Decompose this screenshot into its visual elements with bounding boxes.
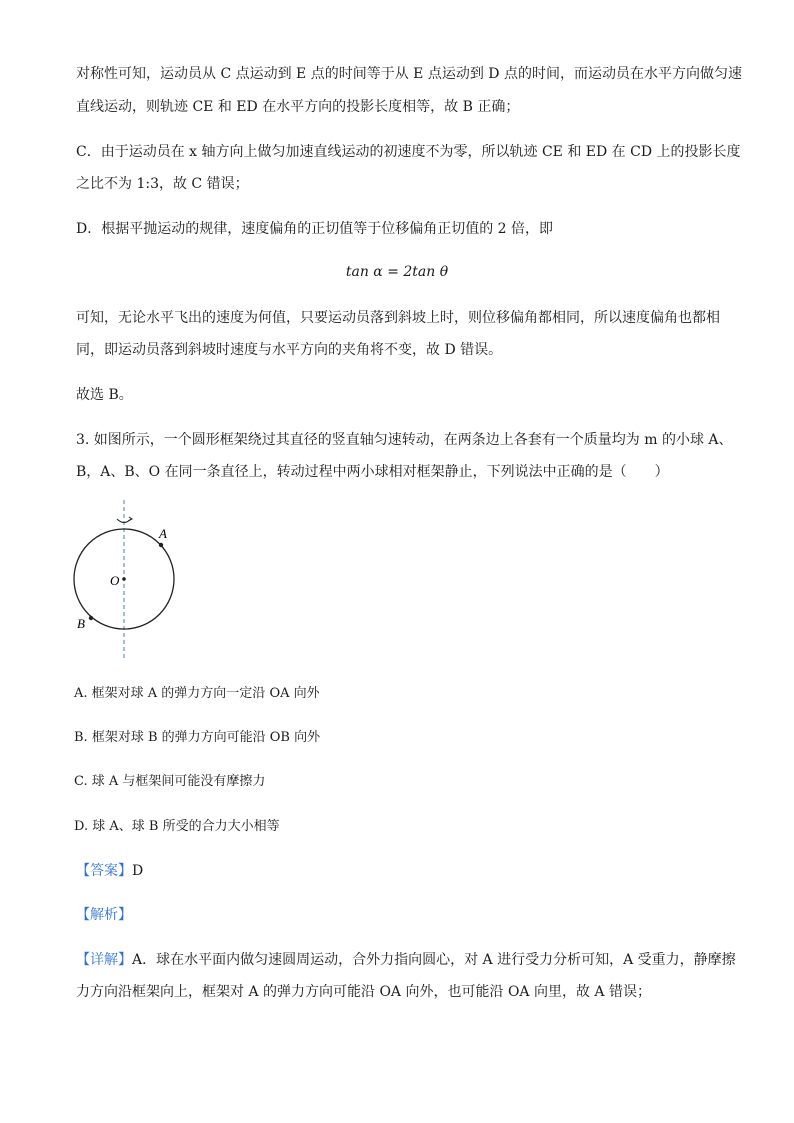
solution-b-line-1: 对称性可知，运动员从 C 点运动到 E 点的时间等于从 E 点运动到 D 点的时间，而运动员在水平方向做匀速 [76, 66, 742, 82]
option-a: A. 框架对球 A 的弹力方向一定沿 OA 向外 [74, 686, 320, 701]
option-c: C. 球 A 与框架间可能没有摩擦力 [74, 774, 266, 789]
ball-b [89, 616, 93, 620]
solution-d-line-1: D．根据平抛运动的规律，速度偏角的正切值等于位移偏角正切值的 2 倍，即 [76, 221, 554, 237]
solution-b-line-2: 直线运动，则轨迹 CE 和 ED 在水平方向的投影长度相等，故 B 正确； [76, 99, 520, 115]
option-d: D. 球 A、球 B 所受的合力大小相等 [74, 819, 280, 834]
detail-line-1 [76, 950, 736, 970]
detail-text-1: A．球在水平面内做匀速圆周运动，合外力指向圆心，对 A 进行受力分析可知，A 受重力，静摩擦 [132, 952, 736, 968]
detail-line-2: 力方向沿框架向上，框架对 A 的弹力方向可能沿 OA 向外，也可能沿 OA 向里，故 A 错误； [76, 984, 651, 1000]
solution-d-line-2: 可知，无论水平飞出的速度为何值，只要运动员落到斜坡上时，则位移偏角都相同，所以速度偏角也都相 [76, 310, 720, 326]
question-line-2: B，A、B、O 在同一条直径上，转动过程中两小球相对框架静止，下列说法中正确的是（ ） [76, 464, 669, 480]
circular-frame-figure [66, 500, 206, 660]
ball-a [159, 543, 163, 547]
answer-value: D [132, 863, 144, 879]
solution-c-line-1: C．由于运动员在 x 轴方向上做匀加速直线运动的初速度不为零，所以轨迹 CE 和 ED 在 CD 上的投影长度 [76, 144, 741, 160]
choice-line: 故选 B。 [76, 387, 133, 403]
detail-tag: 【详解】 [76, 952, 132, 968]
answer-line [76, 861, 143, 881]
label-a: A [159, 526, 167, 541]
option-b: B. 框架对球 B 的弹力方向可能沿 OB 向外 [74, 730, 321, 745]
solution-d-line-3: 同，即运动员落到斜坡时速度与水平方向的夹角将不变，故 D 错误。 [76, 342, 503, 358]
analysis-tag: 【解析】 [76, 907, 132, 923]
formula: tan α = 2tan θ [345, 264, 449, 280]
label-o: O [110, 573, 120, 588]
answer-tag: 【答案】 [76, 863, 132, 879]
analysis-line [76, 905, 132, 925]
center-point-o [122, 577, 126, 581]
solution-c-line-2: 之比不为 1:3，故 C 错误； [76, 176, 249, 192]
label-b: B [77, 616, 85, 631]
question-line-1: 3. 如图所示，一个圆形框架绕过其直径的竖直轴匀速转动，在两条边上各套有一个质量均为 m 的小球 A、 [76, 432, 733, 448]
